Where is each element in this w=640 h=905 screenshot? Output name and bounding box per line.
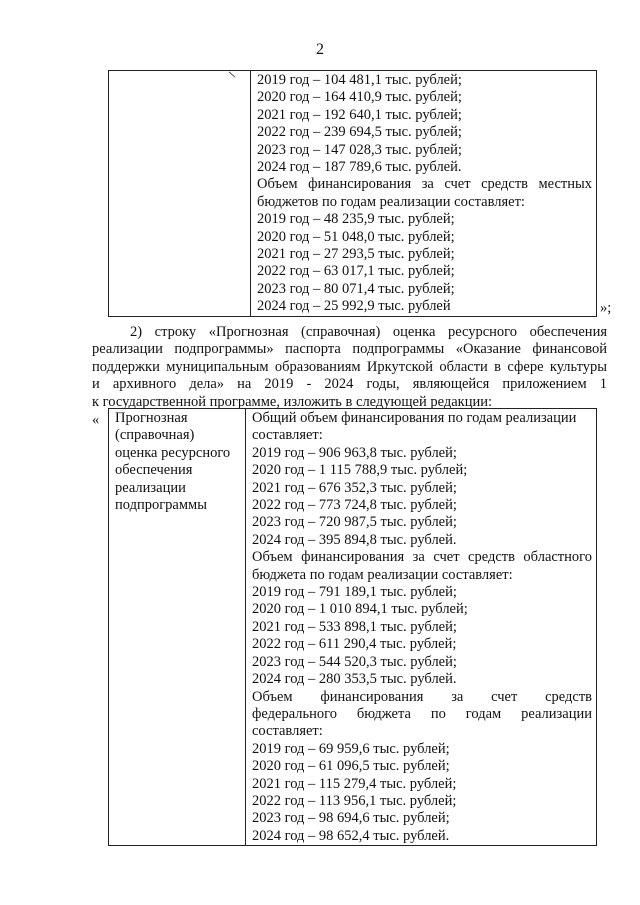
table2-line: 2023 год – 720 987,5 тыс. рублей; — [252, 514, 457, 531]
table1-line: 2020 год – 51 048,0 тыс. рублей; — [257, 228, 455, 245]
table2-line: Объем финансирования за счет средств областного — [252, 549, 592, 566]
table2-label-line: оценка ресурсного — [115, 444, 231, 461]
paragraph-line: реализации подпрограммы» паспорта подпрограммы «Оказание финансовой — [92, 341, 607, 358]
table2-line: Объем финансирования за счет средств — [252, 688, 592, 705]
table1-line: 2023 год – 80 071,4 тыс. рублей; — [257, 280, 455, 297]
table1-content-cell — [251, 71, 597, 317]
funding-table-continuation — [108, 70, 597, 317]
table2-line: 2021 год – 676 352,3 тыс. рублей; — [252, 479, 457, 496]
paragraph-line: поддержки муниципальным образованиям Иркутской области в сфере культуры — [92, 358, 607, 375]
table2-label-cell — [109, 409, 246, 846]
funding-table-new-edition — [108, 408, 597, 846]
table2-line: 2022 год – 773 724,8 тыс. рублей; — [252, 497, 457, 514]
table2-label-line: обеспечения — [115, 462, 193, 479]
closing-quote-mark: »; — [600, 300, 612, 316]
table2-line: 2022 год – 611 290,4 тыс. рублей; — [252, 636, 457, 653]
page-number: 2 — [316, 41, 324, 58]
table2-line: 2022 год – 113 956,1 тыс. рублей; — [252, 792, 457, 809]
table1-line: 2019 год – 104 481,1 тыс. рублей; — [257, 72, 462, 88]
table1-line: 2024 год – 25 992,9 тыс. рублей — [257, 298, 451, 315]
table2-line: 2024 год – 98 652,4 тыс. рублей. — [252, 827, 450, 844]
table1-line: 2021 год – 192 640,1 тыс. рублей; — [257, 106, 462, 123]
table2-line: составляет: — [252, 723, 323, 740]
table2-line: 2019 год – 69 959,6 тыс. рублей; — [252, 740, 450, 757]
table2-line: 2020 год – 1 010 894,1 тыс. рублей; — [252, 601, 468, 618]
table2-line: 2021 год – 115 279,4 тыс. рублей; — [252, 775, 457, 792]
table2-line: 2023 год – 98 694,6 тыс. рублей; — [252, 810, 450, 827]
table1-line: 2019 год – 48 235,9 тыс. рублей; — [257, 211, 455, 228]
table1-line: 2024 год – 187 789,6 тыс. рублей. — [257, 159, 462, 176]
table1-label-cell — [109, 71, 251, 317]
paragraph-line: к государственной программе, изложить в следующей редакции: — [92, 393, 493, 410]
table2-line: 2024 год – 280 353,5 тыс. рублей. — [252, 671, 457, 688]
paragraph-line: и архивного дела» на 2019 - 2024 годы, являющейся приложением 1 — [92, 376, 607, 393]
table1-line: бюджетов по годам реализации составляет: — [257, 193, 525, 210]
table1-line: 2021 год – 27 293,5 тыс. рублей; — [257, 246, 455, 263]
table2-line: Общий объем финансирования по годам реализации — [252, 410, 577, 426]
table1-line: Объем финансирования за счет средств местных — [257, 176, 592, 193]
table2-line: федерального бюджета по годам реализации — [252, 705, 592, 722]
table2-line: 2019 год – 906 963,8 тыс. рублей; — [252, 444, 457, 461]
table1-line: 2023 год – 147 028,3 тыс. рублей; — [257, 141, 462, 158]
table1-line: 2022 год – 239 694,5 тыс. рублей; — [257, 124, 462, 141]
table2-line: 2023 год – 544 520,3 тыс. рублей; — [252, 653, 457, 670]
table2-label-line: (справочная) — [115, 427, 195, 444]
table2-label-line: реализации — [115, 479, 186, 496]
table2-label-line: подпрограммы — [115, 497, 207, 514]
table2-label-line: Прогнозная — [115, 410, 188, 426]
table1-line: 2022 год – 63 017,1 тыс. рублей; — [257, 263, 455, 280]
table2-line: 2021 год – 533 898,1 тыс. рублей; — [252, 618, 457, 635]
paragraph-line: 2) строку «Прогнозная (справочная) оценка ресурсного обеспечения — [130, 324, 607, 340]
table1-line: 2020 год – 164 410,9 тыс. рублей; — [257, 89, 462, 106]
table2-line: 2019 год – 791 189,1 тыс. рублей; — [252, 584, 457, 601]
table2-line: 2024 год – 395 894,8 тыс. рублей. — [252, 531, 457, 548]
amendment-paragraph — [92, 324, 607, 411]
table2-line: бюджета по годам реализации составляет: — [252, 566, 513, 583]
table2-line: 2020 год – 61 096,5 тыс. рублей; — [252, 758, 450, 775]
table2-line: 2020 год – 1 115 788,9 тыс. рублей; — [252, 462, 468, 479]
table2-line: составляет: — [252, 427, 323, 444]
table2-content-cell — [246, 409, 597, 846]
opening-quote-mark: « — [92, 412, 100, 428]
